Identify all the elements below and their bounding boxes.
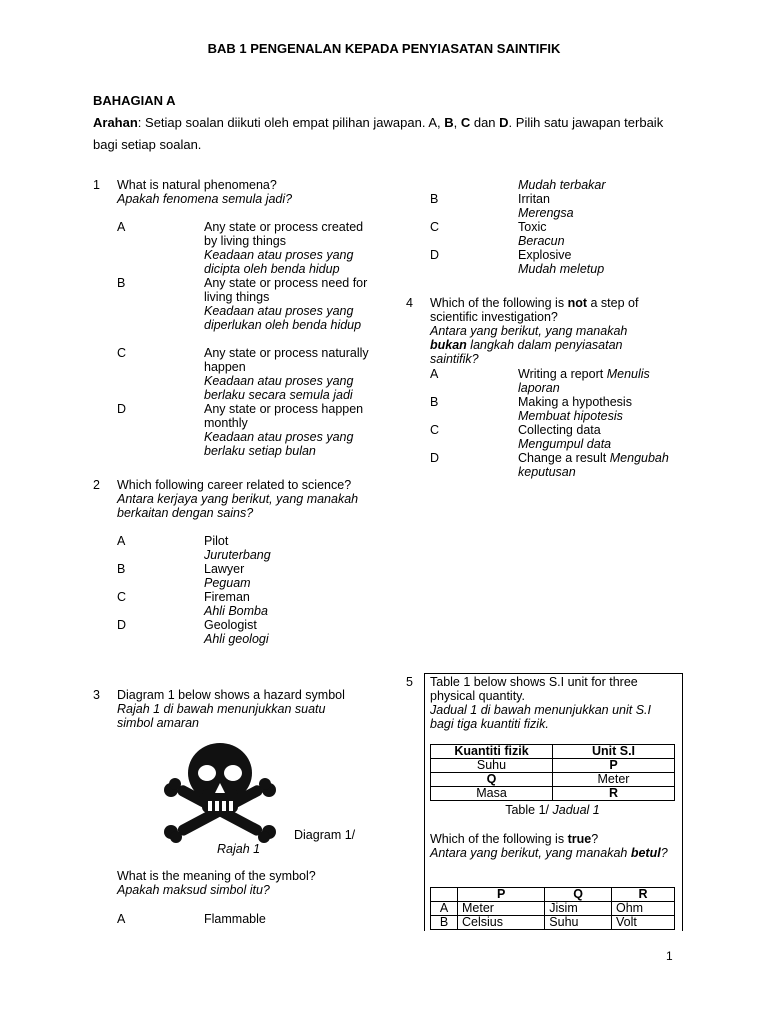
option-letter: C	[117, 590, 127, 604]
instructions-sep: ,	[453, 115, 461, 130]
option-ms: Mengubah keputusan	[518, 451, 669, 479]
page-title: BAB 1 PENGENALAN KEPADA PENYIASATAN SAINTIFIK	[207, 41, 561, 56]
option-letter: D	[430, 451, 440, 465]
question-number: 5	[406, 675, 413, 689]
table-header: P	[458, 888, 545, 902]
option-ms: Beracun	[518, 234, 565, 248]
question-number: 1	[93, 178, 100, 192]
option-letter: B	[430, 395, 439, 409]
option-ms: Ahli geologi	[204, 632, 269, 646]
text-part: Which of the following is	[430, 832, 568, 846]
answer-table	[430, 887, 675, 930]
question-3-subtext	[117, 869, 367, 897]
instructions-and: dan	[470, 115, 500, 130]
option-ms: Keadaan atau proses yang diperlukan oleh benda hidup	[204, 304, 362, 332]
option-ms: Mudah meletup	[518, 262, 605, 276]
question-text-en: Diagram 1 below shows a hazard symbol	[117, 688, 345, 702]
option-en: Any state or process created by living things	[204, 220, 364, 248]
option-letter: A	[117, 912, 126, 926]
option-text	[204, 402, 369, 458]
instructions-label: Arahan	[93, 115, 138, 130]
option-d-bold: D	[499, 115, 509, 130]
option-ms: Merengsa	[518, 206, 574, 220]
option-b-bold: B	[444, 115, 454, 130]
question-number: 2	[93, 478, 100, 492]
option-ms: Ahli Bomba	[204, 604, 268, 618]
table-cell: R	[553, 787, 675, 801]
question-text-ms: Apakah fenomena semula jadi?	[117, 192, 293, 206]
question-1-text	[117, 178, 367, 206]
question-2-text	[117, 478, 362, 520]
text-bold: bukan	[430, 338, 467, 352]
question-5-prompt	[430, 832, 675, 860]
option-text	[518, 451, 688, 479]
option-en: Toxic	[518, 220, 547, 234]
diagram-caption-ms: Rajah 1	[217, 842, 261, 856]
si-unit-table	[430, 744, 675, 801]
table-row	[431, 902, 675, 916]
option-letter: D	[117, 402, 127, 416]
table-cell: Ohm	[611, 902, 674, 916]
option-letter: B	[117, 276, 126, 290]
table-row	[431, 916, 675, 930]
option-ms: Menulis laporan	[518, 367, 650, 395]
question-text-en: Table 1 below shows S.I unit for three physical quantity.	[430, 675, 638, 703]
table-header: Kuantiti fizik	[431, 745, 553, 759]
question-number: 3	[93, 688, 100, 702]
option-text	[518, 192, 683, 220]
text-part: ?	[591, 832, 599, 846]
option-ms: Mengumpul data	[518, 437, 612, 451]
option-en: Irritan	[518, 192, 550, 206]
table-cell: Celsius	[458, 916, 545, 930]
option-ms: Keadaan atau proses yang berlaku setiap bulan	[204, 430, 354, 458]
option-en: Writing a report	[518, 367, 604, 381]
text-part: Antara yang berikut, yang manakah	[430, 846, 631, 860]
option-text	[204, 220, 369, 276]
option-letter: B	[117, 562, 126, 576]
section-heading: BAHAGIAN A	[93, 93, 176, 108]
option-text	[204, 534, 369, 562]
text-part: a step of scientific investigation?	[430, 296, 639, 324]
option-letter: A	[117, 220, 126, 234]
text-part: ?	[660, 846, 668, 860]
question-3-text	[117, 688, 362, 730]
option-letter: D	[117, 618, 127, 632]
option-text	[518, 248, 683, 276]
option-text	[204, 346, 369, 402]
option-en: Any state or process need for living things	[204, 276, 368, 304]
prompt-ms	[430, 846, 675, 860]
table-header-row	[431, 745, 675, 759]
subquestion-en: What is the meaning of the symbol?	[117, 869, 316, 883]
option-en: Pilot	[204, 534, 229, 548]
question-5-text	[430, 675, 675, 731]
question-text-ms	[430, 324, 660, 366]
question-number: 4	[406, 296, 413, 310]
table-cell: Q	[431, 773, 553, 787]
option-en: Any state or process naturally happen	[204, 346, 369, 374]
option-en: Collecting data	[518, 423, 601, 437]
diagram-caption-en: Diagram 1/	[294, 828, 356, 842]
text-bold: betul	[630, 846, 661, 860]
text-part: Which of the following is	[430, 296, 568, 310]
option-en: Making a hypothesis	[518, 395, 632, 409]
table-header: R	[611, 888, 674, 902]
option-en: Fireman	[204, 590, 250, 604]
option-ms: Juruterbang	[204, 548, 271, 562]
table-caption-en: Table 1/	[505, 803, 553, 817]
question-text-ms: Rajah 1 di bawah menunjukkan suatu simbol amaran	[117, 702, 326, 730]
table-cell: B	[431, 916, 458, 930]
question-text-en: What is natural phenomena?	[117, 178, 277, 192]
text-bold: true	[567, 832, 592, 846]
option-ms: Peguam	[204, 576, 251, 590]
option-letter: C	[430, 220, 440, 234]
option-ms: Membuat hipotesis	[518, 409, 623, 423]
question-4-text	[430, 296, 660, 366]
option-text	[518, 220, 683, 248]
instructions-text-2: . Pilih satu jawapan terbaik bagi setiap soalan.	[93, 115, 664, 152]
option-text	[204, 562, 369, 590]
question-text-ms: Antara kerjaya yang berikut, yang manakah berkaitan dengan sains?	[117, 492, 359, 520]
instructions	[93, 112, 673, 156]
question-text-ms: Jadual 1 di bawah menunjukkan unit S.I bagi tiga kuantiti fizik.	[430, 703, 651, 731]
table-cell: Meter	[458, 902, 545, 916]
prompt-en	[430, 832, 675, 846]
question-text-en	[430, 296, 660, 324]
option-en: Explosive	[518, 248, 572, 262]
option-letter: A	[430, 367, 439, 381]
table-cell: Masa	[431, 787, 553, 801]
text-bold: not	[567, 296, 587, 310]
text-part: Antara yang berikut, yang manakah	[430, 324, 628, 338]
table-caption-ms: Jadual 1	[552, 803, 600, 817]
table-row	[431, 773, 675, 787]
table-cell: Jisim	[545, 902, 612, 916]
table-cell: Volt	[611, 916, 674, 930]
option-en: Lawyer	[204, 562, 245, 576]
text-part: langkah dalam penyiasatan saintifik?	[430, 338, 623, 366]
option-ms: Keadaan atau proses yang berlaku secara semula jadi	[204, 374, 354, 402]
option-ms: Keadaan atau proses yang dicipta oleh benda hidup	[204, 248, 354, 276]
option-letter: D	[430, 248, 440, 262]
subquestion-ms: Apakah maksud simbol itu?	[117, 883, 270, 897]
option-text	[518, 423, 683, 451]
option-en: Change a result	[518, 451, 607, 465]
table-cell: Suhu	[431, 759, 553, 773]
table-row	[431, 787, 675, 801]
table-header-row	[431, 888, 675, 902]
question-text-en: Which following career related to science?	[117, 478, 352, 492]
option-text	[204, 590, 369, 618]
table-cell: Suhu	[545, 916, 612, 930]
option-letter: A	[117, 534, 126, 548]
option-en: Geologist	[204, 618, 257, 632]
page-number: 1	[666, 949, 673, 963]
option-letter: B	[430, 192, 439, 206]
instructions-text-1: : Setiap soalan diikuti oleh empat pilihan jawapan. A,	[137, 115, 445, 130]
table-row	[431, 759, 675, 773]
skull-and-crossbones-icon	[155, 737, 285, 845]
option-en: Any state or process happen monthly	[204, 402, 364, 430]
table-caption	[430, 803, 675, 817]
table-header: Unit S.I	[553, 745, 675, 759]
table-cell: A	[431, 902, 458, 916]
option-letter: C	[117, 346, 127, 360]
table-cell: P	[553, 759, 675, 773]
table-cell: Meter	[553, 773, 675, 787]
table-header: Q	[545, 888, 612, 902]
option-text	[518, 367, 668, 395]
option-c-bold: C	[460, 115, 471, 130]
option-ms: Mudah terbakar	[518, 178, 606, 192]
table-header	[431, 888, 458, 902]
option-en: Flammable	[204, 912, 266, 926]
option-letter: C	[430, 423, 440, 437]
option-text	[204, 276, 369, 332]
option-text	[518, 395, 683, 423]
option-text	[204, 618, 369, 646]
